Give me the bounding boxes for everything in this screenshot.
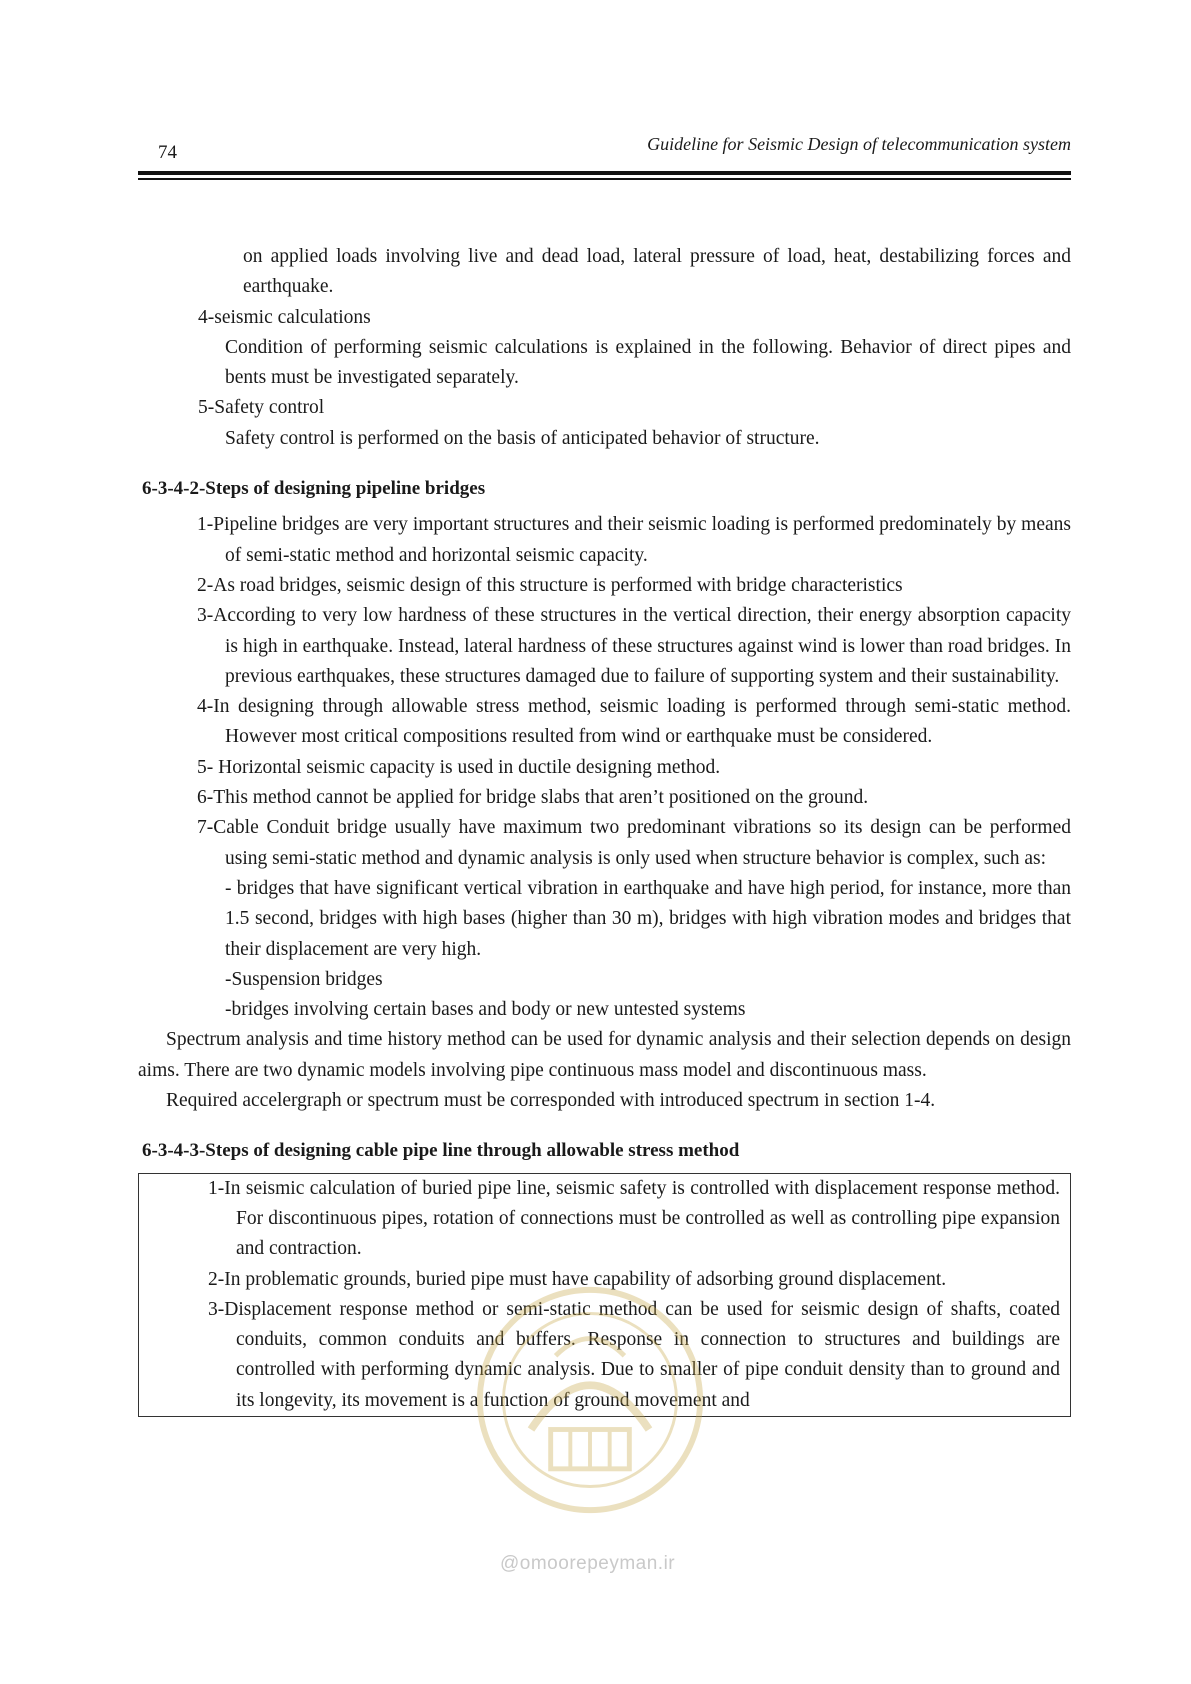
sub-list-item: -bridges involving certain bases and body or new untested systems: [225, 999, 746, 1021]
list-item: 3-Displacement response method or semi-static method can be used for seismic design of shafts, coated conduits, common conduits and buffers. Response in connection to structures and buildings are controlled with performing dynamic analysis. Due to smaller of pipe conduit density than to ground and its longevity, its movement is a function of ground movement and: [208, 1298, 1060, 1411]
sub-list-item: - bridges that have significant vertical vibration in earthquake and have high period, for instance, more than 1.5 second, bridges with high bases (higher than 30 m), bridges with high vibration modes and bridges that their displacement are very high.: [225, 877, 1071, 960]
list-item: 3-According to very low hardness of these structures in the vertical direction, their energy absorption capacity is high in earthquake. Instead, lateral hardness of these structures against wind is lower than road bridges. In previous earthquakes, these structures damaged due to failure of supporting system and their sustainability.: [197, 605, 1071, 687]
section-heading-cable-pipe-line: 6-3-4-3-Steps of designing cable pipe line through allowable stress method: [142, 1140, 740, 1162]
item-5-text: Safety control is performed on the basis of anticipated behavior of structure.: [225, 427, 820, 449]
running-title: Guideline for Seismic Design of telecommunication system: [647, 134, 1071, 154]
page-number: 74: [158, 142, 177, 163]
list-item: 1-Pipeline bridges are very important structures and their seismic loading is performed predominately by means of semi-static method and horizontal seismic capacity.: [197, 514, 1071, 566]
item-4-title: 4-seismic calculations: [198, 306, 371, 328]
body-text: [138, 242, 1071, 1417]
section-heading-pipeline-bridges: 6-3-4-2-Steps of designing pipeline bridges: [142, 478, 486, 500]
list-item: 7-Cable Conduit bridge usually have maximum two predominant vibrations so its design can be performed using semi-static method and dynamic analysis is only used when structure behavior is complex, such as:: [197, 817, 1071, 869]
paragraph-accelergraph: Required accelergraph or spectrum must be corresponded with introduced spectrum in section 1-4.: [166, 1090, 936, 1112]
list-item: 2-In problematic grounds, buried pipe must have capability of adsorbing ground displacement.: [208, 1268, 947, 1290]
list-item: 1-In seismic calculation of buried pipe line, seismic safety is controlled with displacement response method. For discontinuous pipes, rotation of connections must be controlled as well as controlling pipe expansion and contraction.: [208, 1177, 1060, 1260]
header-rule-thin: [138, 178, 1071, 180]
paragraph-spectrum-analysis: Spectrum analysis and time history method can be used for dynamic analysis and their selection depends on design aims. There are two dynamic models involving pipe continuous mass model and discontinuous mass.: [138, 1029, 1071, 1081]
item-4-text: Condition of performing seismic calculations is explained in the following. Behavior of direct pipes and bents must be investigated separately.: [225, 336, 1071, 389]
list-item: 6-This method cannot be applied for bridge slabs that aren’t positioned on the ground.: [197, 787, 869, 809]
list-item: 5- Horizontal seismic capacity is used in ductile designing method.: [197, 756, 721, 778]
watermark-text: @omoorepeyman.ir: [500, 1553, 676, 1574]
boxed-list: [138, 1173, 1071, 1417]
list-item: 4-In designing through allowable stress method, seismic loading is performed through semi-static method. However most critical compositions resulted from wind or earthquake must be considered.: [197, 696, 1071, 748]
paragraph-continued: on applied loads involving live and dead load, lateral pressure of load, heat, destabilizing forces and earthquake.: [243, 246, 1071, 298]
sub-list-item: -Suspension bridges: [225, 968, 383, 990]
list-item: 2-As road bridges, seismic design of this structure is performed with bridge characteristics: [197, 574, 903, 596]
item-5-title: 5-Safety control: [198, 397, 325, 419]
header-rule-thick: [138, 171, 1071, 175]
